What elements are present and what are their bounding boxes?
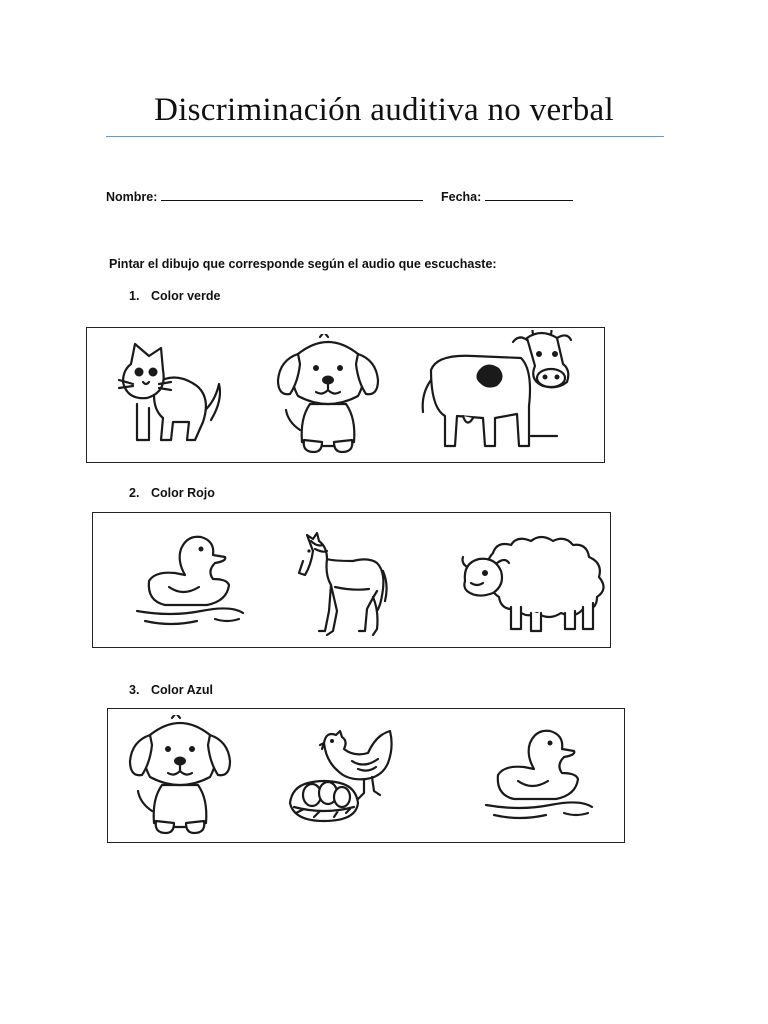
section-1-color: Color verde — [151, 289, 221, 303]
section-1-number: 1. — [129, 289, 140, 303]
hen-with-nest-drawing[interactable] — [284, 723, 400, 827]
section-3-color: Color Azul — [151, 683, 214, 697]
worksheet-title: Discriminación auditiva no verbal — [154, 92, 614, 128]
section-2-number: 2. — [129, 486, 140, 500]
section-1-picture-box — [86, 327, 605, 463]
section-1-label — [129, 289, 220, 303]
name-field — [106, 190, 423, 204]
duck-drawing[interactable] — [131, 531, 251, 629]
title-underline — [106, 136, 664, 137]
section-3-picture-box — [107, 708, 625, 843]
section-3-number: 3. — [129, 683, 140, 697]
name-label: Nombre: — [106, 190, 158, 204]
dog-drawing[interactable] — [128, 715, 232, 837]
dog-drawing[interactable] — [276, 334, 380, 456]
section-2-color: Color Rojo — [151, 486, 215, 500]
date-blank-line[interactable] — [485, 190, 573, 201]
section-3-label — [129, 683, 213, 697]
duck-drawing[interactable] — [480, 725, 600, 823]
sheep-drawing[interactable] — [459, 533, 609, 637]
section-2-label — [129, 486, 215, 500]
cow-drawing[interactable] — [417, 330, 573, 454]
name-blank-line[interactable] — [161, 190, 423, 201]
cat-drawing[interactable] — [115, 342, 235, 446]
date-field — [441, 190, 573, 204]
instruction-text: Pintar el dibujo que corresponde según el audio que escuchaste: — [109, 257, 497, 271]
horse-drawing[interactable] — [293, 531, 389, 643]
section-2-picture-box — [92, 512, 611, 648]
date-label: Fecha: — [441, 190, 482, 204]
